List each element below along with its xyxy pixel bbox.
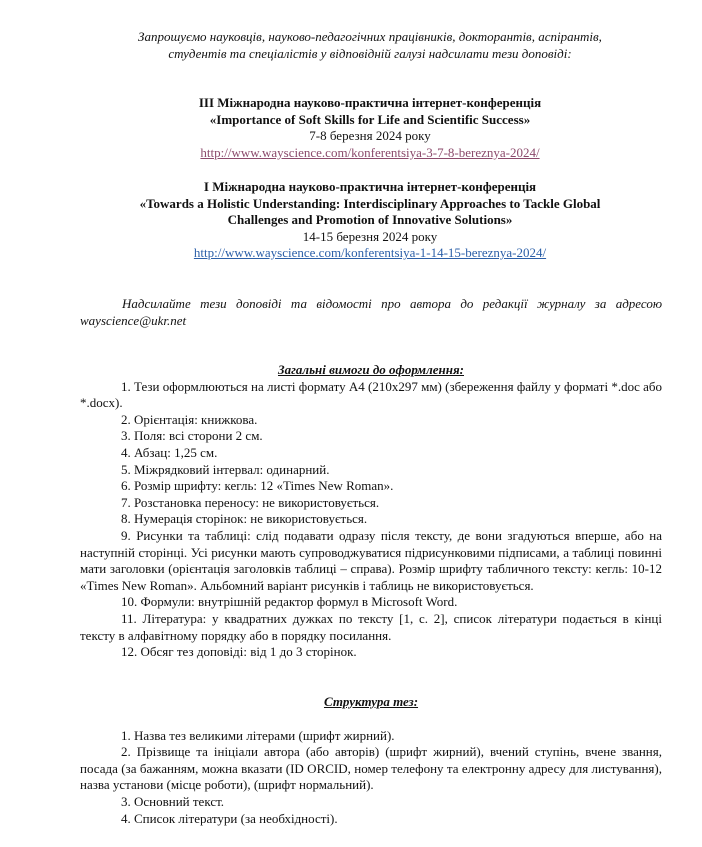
conference-1-subtitle: «Importance of Soft Skills for Life and Scientific Success» <box>209 111 531 127</box>
structure-item: 1. Назва тез великими літерами (шрифт жирний). <box>121 727 395 743</box>
structure-section <box>80 694 662 827</box>
submission-instructions <box>80 296 662 329</box>
requirements-heading: Загальні вимоги до оформлення: <box>278 362 464 377</box>
conference-2-link[interactable]: http://www.wayscience.com/konferentsiya-1-14-15-bereznya-2024/ <box>193 245 547 261</box>
conference-1-link[interactable]: http://www.wayscience.com/konferentsiya-3-7-8-bereznya-2024/ <box>200 144 540 160</box>
requirement-item: 5. Міжрядковий інтервал: одинарний. <box>121 461 330 477</box>
invitation-text <box>80 29 660 62</box>
requirement-item: 12. Обсяг тез доповіді: від 1 до 3 сторінок. <box>121 644 357 660</box>
conference-2-subtitle: «Towards a Holistic Understanding: Interdisciplinary Approaches to Tackle Global <box>139 195 601 211</box>
conference-2-title: І Міжнародна науково-практична інтернет-конференція <box>203 179 537 194</box>
requirement-item: 4. Абзац: 1,25 см. <box>121 444 218 460</box>
submission-text: Надсилайте тези доповіді та відомості про автора до редакції журналу за адресою wayscience@ukr.net <box>80 296 662 328</box>
invitation-line-1: Запрошуємо науковців, науково-педагогічних працівників, докторантів, аспірантів, <box>138 29 602 44</box>
requirement-item: 1. Тези оформлюються на листі формату А4 (210x297 мм) (збереження файлу у форматі *.doc або *.docx). <box>80 378 662 411</box>
conference-1-date: 7-8 березня 2024 року <box>309 128 431 144</box>
requirement-item: 6. Розмір шрифту: кегль: 12 «Times New Roman». <box>121 478 394 494</box>
conference-block-2 <box>80 179 660 262</box>
invitation-line-2: студентів та спеціалістів у відповідній галузі надсилати тези доповіді: <box>168 45 572 61</box>
structure-heading: Структура тез: <box>323 694 419 709</box>
requirements-section <box>80 362 662 661</box>
structure-item: 4. Список літератури (за необхідності). <box>121 810 338 826</box>
requirement-item: 3. Поля: всі сторони 2 см. <box>121 428 263 444</box>
structure-item: 2. Прізвище та ініціали автора (або авторів) (шрифт жирний), вчений ступінь, вчене звання, посада (за бажанням, можна вказати (ID ORCID, номер телефону та електронну адресу для листування), назва установи (місце роботи), (шрифт нормальний). <box>80 744 662 793</box>
conference-2-date: 14-15 березня 2024 року <box>302 228 438 244</box>
conference-2-subtitle-cont: Challenges and Promotion of Innovative Solutions» <box>227 212 513 228</box>
requirement-item: 2. Орієнтація: книжкова. <box>121 411 258 427</box>
requirement-item: 10. Формули: внутрішній редактор формул в Microsoft Word. <box>121 594 458 610</box>
requirement-item: 9. Рисунки та таблиці: слід подавати одразу після тексту, де вони згадуються вперше, або на наступній сторінці. Усі рисунки мають супроводжуватися підрисунковими підписами, а таблиці повинні мати заголовки (орієнтація заголовків таблиці – справа). Розмір шрифту табличного тексту: кегль: 10-12 «Times New Roman». Альбомний варіант рисунків і таблиць не використовується. <box>80 527 662 593</box>
requirement-item: 7. Розстановка переносу: не використовується. <box>121 494 380 510</box>
conference-1-title: ІІІ Міжнародна науково-практична інтернет-конференція <box>198 95 542 110</box>
requirement-item: 11. Література: у квадратних дужках по тексту [1, с. 2], список літератури подається в кінці тексту в алфавітному порядку або в порядку посилання. <box>80 610 662 643</box>
requirement-item: 8. Нумерація сторінок: не використовується. <box>121 511 368 527</box>
conference-block-1 <box>80 95 660 161</box>
structure-item: 3. Основний текст. <box>121 793 225 809</box>
